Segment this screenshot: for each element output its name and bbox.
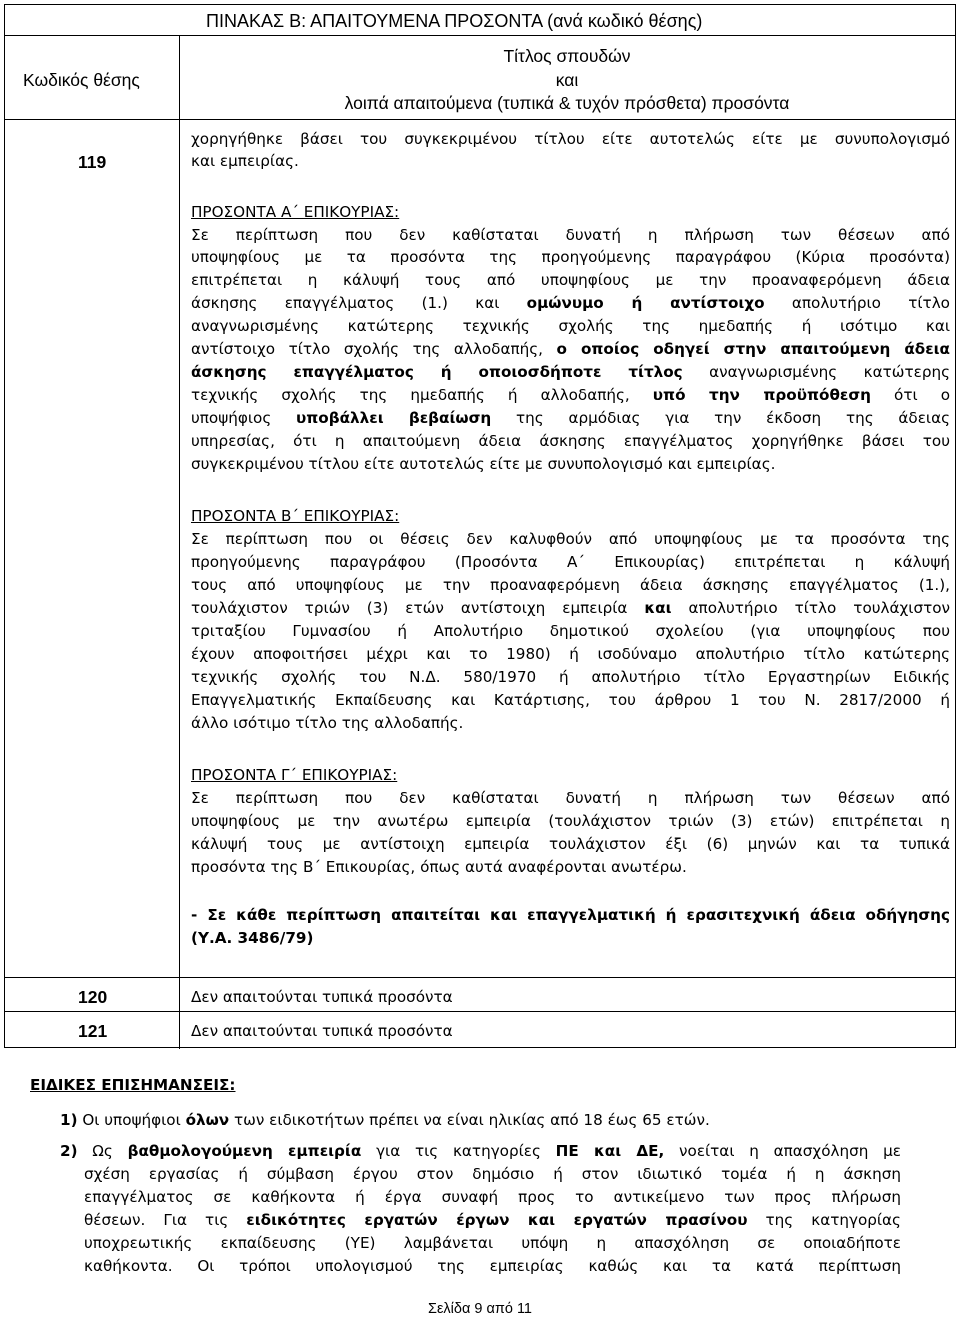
section-a-line (191, 407, 950, 430)
bold-run: ΠΕ και ΔΕ, (555, 1142, 665, 1160)
bold-run: υποβάλλει βεβαίωση (296, 409, 492, 427)
row-120-text: Δεν απαιτούνται τυπικά προσόντα (191, 988, 453, 1006)
table-divider (5, 977, 955, 978)
bold-run: όλων (185, 1111, 230, 1129)
text-run: των ειδικοτήτων πρέπει να είναι ηλικίας από 18 έως 65 ετών. (229, 1111, 710, 1129)
section-c-heading: ΠΡΟΣΟΝΤΑ Γ΄ ΕΠΙΚΟΥΡΙΑΣ: (191, 766, 398, 784)
section-a-line (191, 361, 950, 384)
text-run: της κατηγορίας (747, 1211, 901, 1229)
text-run: υποψήφιος (191, 409, 297, 427)
bold-run: άσκησης επαγγέλματος ή οποιοσδήποτε τίτλος (191, 363, 683, 381)
section-b-line: έχουν αποφοιτήσει μέχρι και το 1980) ή ισοδύναμο απολυτήριο τίτλο κατώτερης (191, 645, 950, 663)
section-a-line: Σε περίπτωση που δεν καθίσταται δυνατή η πλήρωση των θέσεων από (191, 226, 950, 244)
table-divider (5, 35, 955, 36)
note-2-line: καθήκοντα. Οι τρόποι υπολογισμού της εμπειρίας καθώς και τα κατά περίπτωση (84, 1257, 901, 1275)
section-b-line: προηγούμενης παραγράφου (Προσόντα Α΄ Επικουρίας) επιτρέπεται η κάλυψή (191, 553, 950, 571)
text-run: ότι ο (870, 386, 951, 404)
section-a-line: συγκεκριμένου τίτλου είτε αυτοτελώς είτε με συνυπολογισμό και εμπειρίας. (191, 455, 776, 473)
text-run: αναγνωρισμένης κατώτερης (682, 363, 950, 381)
page-footer: Σελίδα 9 από 11 (427, 1301, 532, 1317)
section-a-line: υποψηφίους με τα προσόντα της προηγούμενης παραγράφου (Κύρια προσόντα) (191, 248, 950, 266)
section-a-line (191, 384, 950, 407)
qualifications-table (4, 4, 956, 1048)
text-run: για τις κατηγορίες (361, 1142, 556, 1160)
section-c-line: Σε περίπτωση που δεν καθίσταται δυνατή η πλήρωση των θέσεων από (191, 789, 950, 807)
table-divider (5, 119, 955, 120)
note-2-line: επαγγέλματος σε καθήκοντα ή έργα συναφή προς το αντικείμενο των προς πλήρωση (84, 1188, 901, 1206)
bold-run: υπό την προϋπόθεση (652, 386, 871, 404)
text-run: άσκησης επαγγέλματος (1.) και (191, 294, 527, 312)
text-run: απολυτήριο τίτλο (764, 294, 950, 312)
continuation-line: χορηγήθηκε βάσει του συγκεκριμένου τίτλου είτε αυτοτελώς είτε με συνυπολογισμό (191, 130, 950, 148)
section-b-heading: ΠΡΟΣΟΝΤΑ Β΄ ΕΠΙΚΟΥΡΙΑΣ: (191, 507, 400, 525)
column-header-title-line2: και (555, 70, 579, 90)
section-b-line (191, 597, 950, 620)
section-b-line: Επαγγελματικής Εκπαίδευσης και Κατάρτισης, του άρθρου 1 του Ν. 2817/2000 ή (191, 691, 950, 709)
row-code-119: 119 (78, 152, 107, 172)
text-run: τουλάχιστον τριών (3) ετών αντίστοιχη εμπειρία (191, 599, 645, 617)
section-a-line: αναγνωρισμένης κατώτερης τεχνικής σχολής της ημεδαπής ή ισότιμο και (191, 317, 950, 335)
section-b-line: Σε περίπτωση που οι θέσεις δεν καλυφθούν από υποψηφίους με τα προσόντα της (191, 530, 950, 548)
bold-run: ο οποίος οδηγεί στην απαιτούμενη άδεια (556, 340, 950, 358)
row-121-text: Δεν απαιτούνται τυπικά προσόντα (191, 1022, 453, 1040)
license-note-line: - Σε κάθε περίπτωση απαιτείται και επαγγελματική ή ερασιτεχνική άδεια οδήγησης (191, 906, 950, 924)
note-number: 2) (60, 1142, 78, 1160)
text-run: της αρμόδιας για την έκδοση της άδειας (491, 409, 950, 427)
section-c-line: κάλυψή τους με αντίστοιχη εμπειρία τουλάχιστον έξι (6) μηνών και τα τυπικά (191, 835, 950, 853)
note-1 (60, 1109, 710, 1132)
text-run: Ως (77, 1142, 128, 1160)
text-run: τεχνικής σχολής της ημεδαπής ή αλλοδαπής, (191, 386, 653, 404)
section-b-line: άλλο ισότιμο τίτλο της αλλοδαπής. (191, 714, 464, 732)
note-2-line (84, 1209, 901, 1232)
section-b-line: τριταξίου Γυμνασίου ή Απολυτήριο δημοτικού σχολείου (για υποψηφίους που (191, 622, 950, 640)
column-header-title-line1: Τίτλος σπουδών (503, 46, 631, 66)
table-divider (5, 1011, 955, 1012)
section-b-line: τεχνικής σχολής του Ν.Δ. 580/1970 ή απολυτήριο τίτλο Εργαστηρίων Ειδικής (191, 668, 950, 686)
row-code-120: 120 (78, 987, 108, 1007)
text-run: νοείται η απασχόληση με (664, 1142, 902, 1160)
column-header-code: Κωδικός θέσης (23, 70, 140, 90)
section-a-line: υπηρεσίας, ότι η απαιτούμενη άδεια άσκησης επαγγέλματος χορηγήθηκε βάσει του (191, 432, 950, 450)
section-c-line: προσόντα της Β΄ Επικουρίας, όπως αυτά αναφέρονται ανωτέρω. (191, 858, 687, 876)
column-header-title-line3: λοιπά απαιτούμενα (τυπικά & τυχόν πρόσθετα) προσόντα (344, 93, 790, 113)
note-2-first-line (60, 1140, 901, 1163)
continuation-line: και εμπειρίας. (191, 152, 299, 170)
text-run: θέσεων. Για τις (84, 1211, 247, 1229)
text-run: αντίστοιχο τίτλο σχολής της αλλοδαπής, (191, 340, 557, 358)
bold-run: βαθμολογούμενη εμπειρία (127, 1142, 362, 1160)
text-run: απολυτήριο τίτλο τουλάχιστον (671, 599, 950, 617)
section-b-line: τους από υποψηφίους με την προαναφερόμενη άδεια άσκησης επαγγέλματος (1.), (191, 576, 950, 594)
license-note-line: (Υ.Α. 3486/79) (191, 929, 314, 947)
bold-run: ομώνυμο ή αντίστοιχο (526, 294, 765, 312)
section-a-heading: ΠΡΟΣΟΝΤΑ Α΄ ΕΠΙΚΟΥΡΙΑΣ: (191, 203, 400, 221)
table-title: ΠΙΝΑΚΑΣ Β: ΑΠΑΙΤΟΥΜΕΝΑ ΠΡΟΣΟΝΤΑ (ανά κωδικό θέσης) (206, 11, 703, 31)
section-a-line: επιτρέπεται η κάλυψή τους από υποψηφίους με την προαναφερόμενη άδεια (191, 271, 950, 289)
bold-run: και (644, 599, 672, 617)
section-a-line (191, 292, 950, 315)
section-a-line (191, 338, 950, 361)
note-2-line: υποχρεωτικής εκπαίδευσης (ΥΕ) λαμβάνεται υπόψη η απασχόληση σε οποιαδήποτε (84, 1234, 901, 1252)
note-2-line: σχέση εργασίας ή σύμβαση έργου στον δημόσιο ή στον ιδιωτικό τομέα ή η άσκηση (84, 1165, 901, 1183)
notes-heading: ΕΙΔΙΚΕΣ ΕΠΙΣΗΜΑΝΣΕΙΣ: (30, 1076, 236, 1094)
section-c-line: υποψηφίους με την ανωτέρω εμπειρία (τουλάχιστον τριών (3) ετών) επιτρέπεται η (191, 812, 950, 830)
text-run: Οι υποψήφιοι (77, 1111, 186, 1129)
row-code-121: 121 (78, 1021, 108, 1041)
note-number: 1) (60, 1111, 78, 1129)
bold-run: ειδικότητες εργατών έργων και εργατών πρασίνου (246, 1211, 748, 1229)
table-column-divider (179, 35, 180, 1049)
